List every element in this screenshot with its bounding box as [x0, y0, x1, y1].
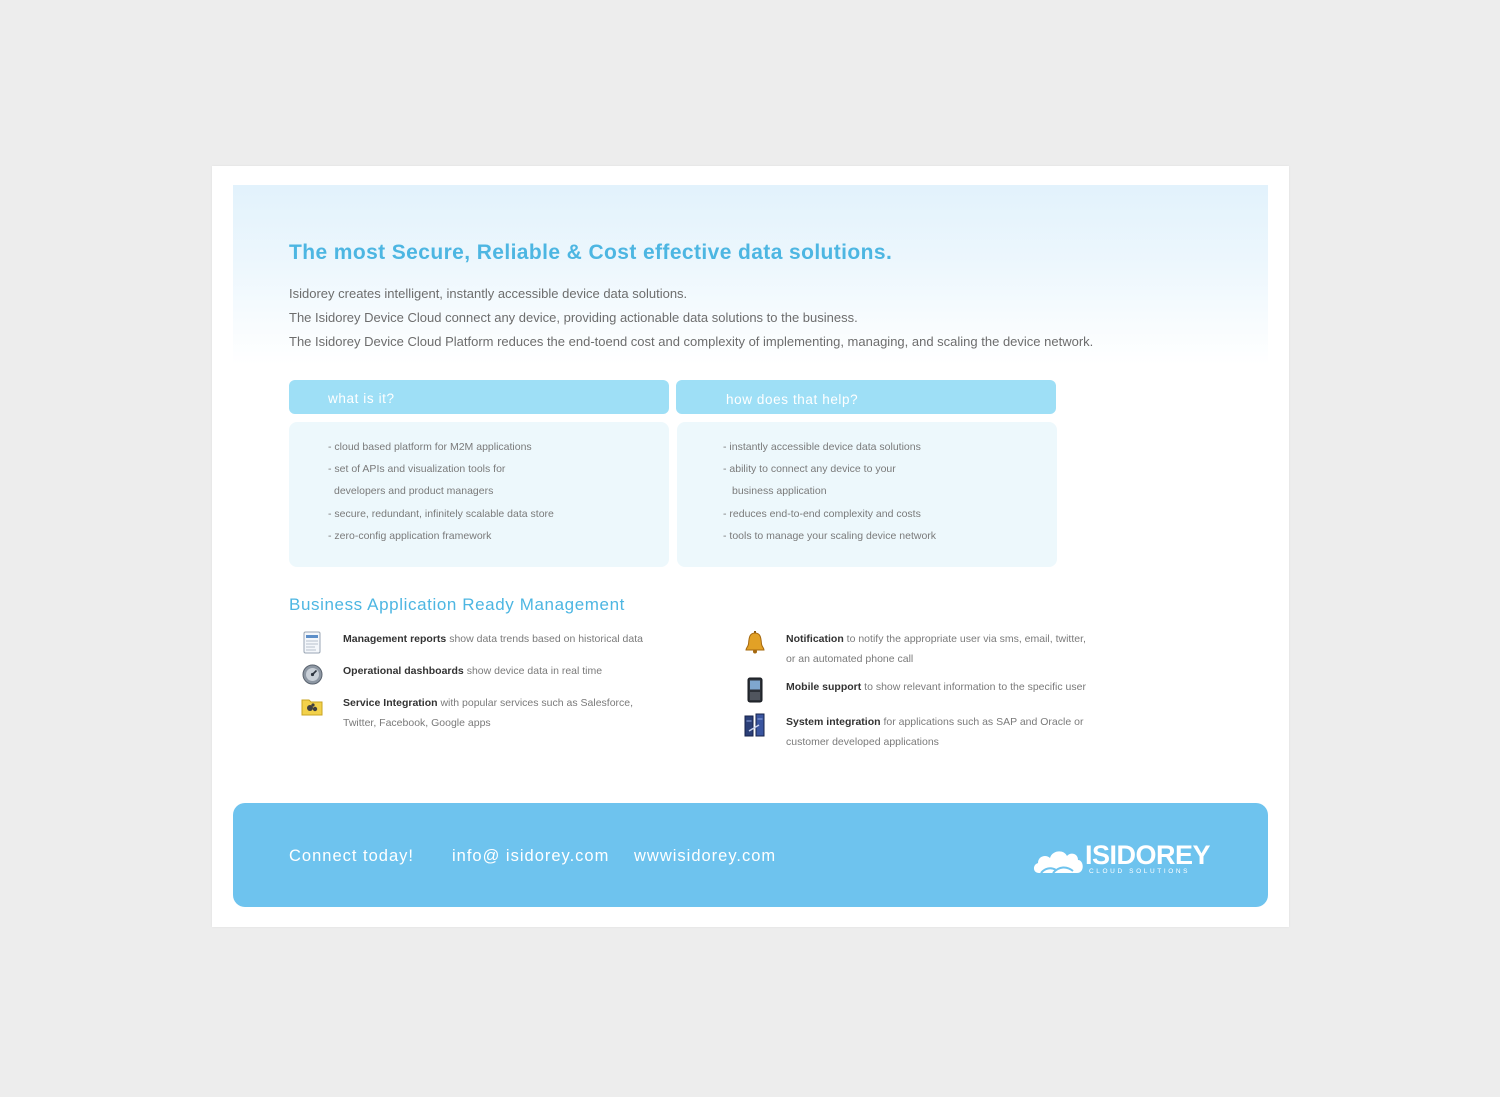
feature-operational-dashboards — [301, 662, 602, 686]
feature-mobile-support — [744, 678, 1086, 702]
panel-header-how-does-that-help — [676, 380, 1056, 414]
list-item: - zero-config application framework — [328, 529, 492, 542]
feature-management-reports — [301, 630, 643, 654]
feature-text: Service Integration with popular services such as Salesforce, Twitter, Facebook, Google apps — [343, 697, 634, 729]
brochure-card — [212, 166, 1289, 927]
list-item: business application — [732, 485, 827, 498]
intro-text — [289, 282, 1093, 354]
list-item: - reduces end-to-end complexity and costs — [723, 507, 921, 520]
section-title: Business Application Ready Management — [289, 595, 625, 614]
cloud-icon — [1031, 843, 1085, 875]
feature-text: Management reports show data trends based on historical data — [343, 633, 643, 645]
list-item: - set of APIs and visualization tools for — [328, 463, 506, 476]
benefit-list — [723, 436, 1057, 547]
bell-icon — [744, 630, 766, 654]
feature-text: Operational dashboards show device data in real time — [343, 665, 603, 677]
panel-body-what-is-it — [289, 422, 669, 567]
feature-service-integration — [301, 694, 633, 733]
panel-body-how-does-that-help — [677, 422, 1057, 567]
list-item: - ability to connect any device to your — [723, 463, 896, 476]
logo-wordmark: ISIDOREY — [1085, 840, 1211, 870]
feature-text: Mobile support to show relevant information to the specific user — [786, 681, 1086, 693]
email-link[interactable]: info@ isidorey.com — [452, 847, 610, 865]
feature-text: Notification to notify the appropriate user via sms, email, twitter, or an automated phone call — [786, 633, 1086, 665]
intro-line: The Isidorey Device Cloud Platform reduces the end-toend cost and complexity of implementing, managing, and scaling the device network. — [289, 334, 1094, 349]
feature-text: System integration for applications such as SAP and Oracle or customer developed applications — [786, 716, 1084, 748]
logo-tagline: CLOUD SOLUTIONS — [1089, 868, 1191, 875]
panel-header-what-is-it — [289, 380, 669, 414]
list-item: - tools to manage your scaling device network — [723, 529, 937, 542]
isidorey-logo — [1031, 841, 1217, 877]
report-icon — [301, 630, 323, 654]
cta-text: Connect today! — [289, 847, 414, 865]
list-item: - cloud based platform for M2M applications — [328, 441, 532, 453]
feature-list — [328, 436, 669, 547]
panel-title: what is it? — [328, 391, 395, 406]
headline: The most Secure, Reliable & Cost effective data solutions. — [289, 241, 893, 264]
website-link[interactable]: wwwisidorey.com — [634, 847, 777, 865]
server-icon — [744, 713, 766, 737]
list-item: - instantly accessible device data solutions — [723, 441, 921, 453]
integration-folder-icon — [301, 694, 323, 718]
feature-notification — [744, 630, 1086, 669]
footer-banner — [233, 803, 1268, 907]
dashboard-icon — [301, 662, 323, 686]
intro-line: The Isidorey Device Cloud connect any device, providing actionable data solutions to the business. — [289, 310, 858, 325]
list-item: developers and product managers — [334, 485, 494, 498]
list-item: - secure, redundant, infinitely scalable data store — [328, 507, 554, 520]
feature-system-integration — [744, 713, 1083, 752]
mobile-phone-icon — [744, 678, 766, 702]
panel-title: how does that help? — [726, 392, 859, 407]
intro-line: Isidorey creates intelligent, instantly accessible device data solutions. — [289, 286, 688, 301]
